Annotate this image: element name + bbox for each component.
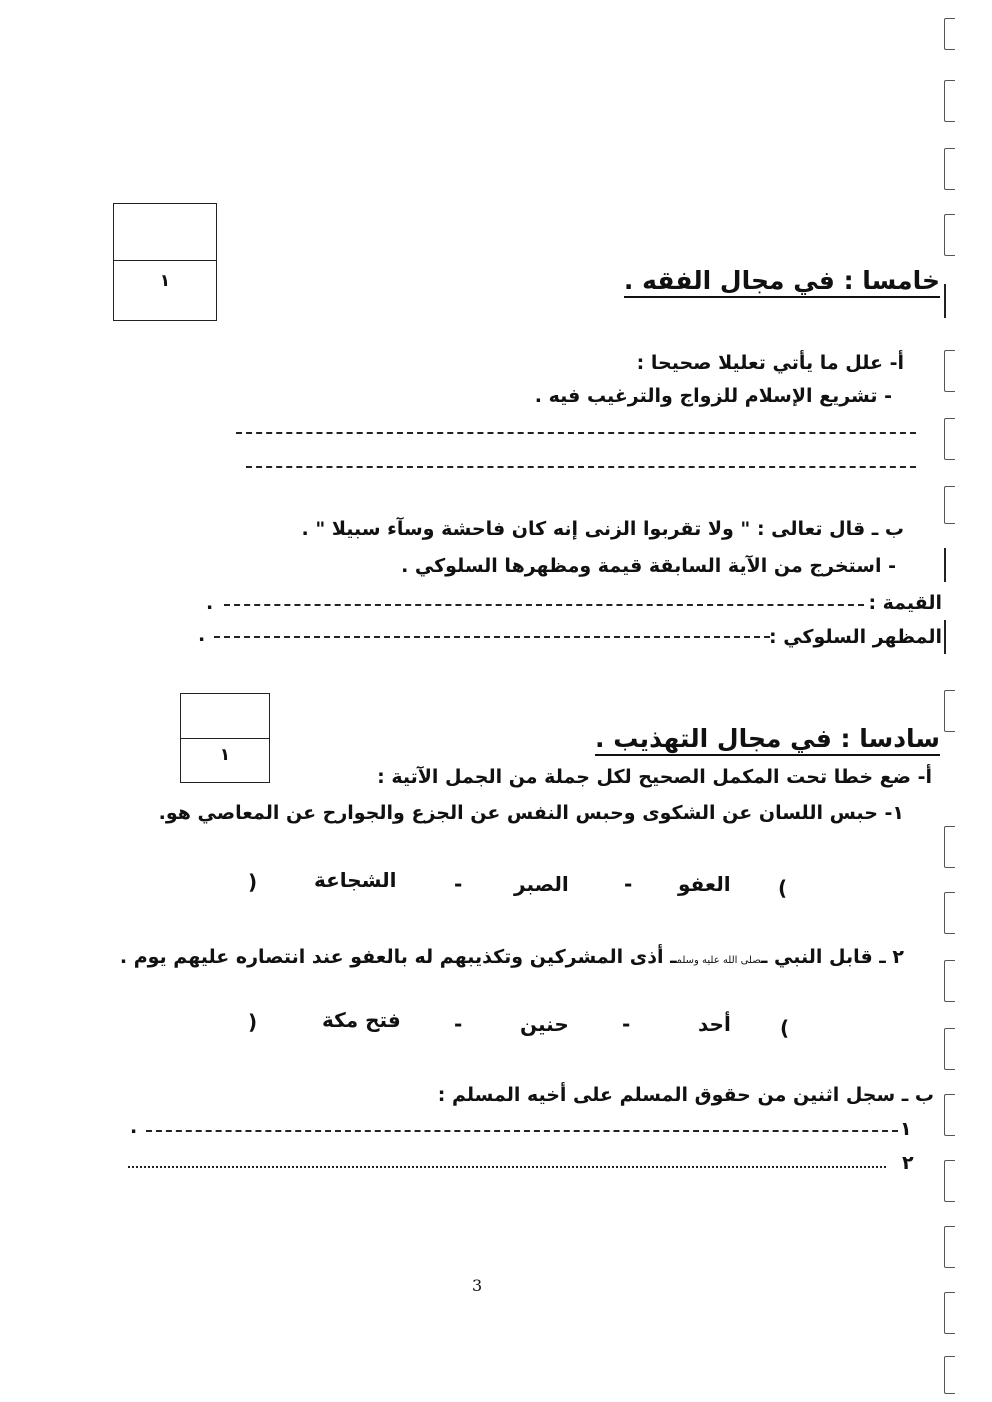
page-number: 3 (472, 1276, 483, 1295)
salutation-text: صلى الله عليه وسلم (676, 955, 761, 966)
option-q2-1[interactable]: أحد (698, 1012, 731, 1036)
answer-1-number: ١ (900, 1118, 912, 1140)
value-label: القيمة : (868, 592, 942, 614)
behavior-answer-line[interactable] (214, 636, 770, 638)
value-answer-line[interactable] (224, 604, 864, 606)
section5-part-a-label: أ- علل ما يأتي تعليلا صحيحا : (636, 352, 904, 374)
option-q2-3[interactable]: فتح مكة (322, 1008, 401, 1032)
period: . (198, 624, 206, 646)
margin-mark (944, 284, 946, 318)
options-close-paren: ) (248, 1010, 258, 1034)
binder-hole (944, 1028, 955, 1070)
section6-title: سادسا : في مجال التهذيب . (595, 724, 940, 756)
binder-hole (944, 1356, 955, 1394)
option-separator: - (622, 1012, 631, 1036)
binder-hole (944, 148, 955, 190)
margin-mark (944, 548, 946, 582)
section5-part-b-task: - استخرج من الآية السابقة قيمة ومظهرها السلوكي . (401, 555, 896, 577)
binder-hole (944, 892, 955, 934)
binder-hole (944, 214, 955, 256)
section6-part-b-label: ب ـ سجل اثنين من حقوق المسلم على أخيه المسلم : (437, 1084, 934, 1106)
binder-hole (944, 960, 955, 1002)
binder-hole (944, 80, 955, 122)
question-2-start: ٢ ـ قابل النبي ـ (760, 946, 904, 968)
binder-hole (944, 486, 955, 524)
score-box-value: ١ (159, 271, 171, 291)
options-open-paren: ( (778, 876, 788, 900)
behavior-label: المظهر السلوكي : (768, 626, 942, 648)
binder-hole (944, 350, 955, 392)
option-q1-2[interactable]: الصبر (514, 872, 569, 896)
binder-hole (944, 1226, 955, 1268)
score-box-blank[interactable] (181, 694, 269, 739)
section5-part-b-verse: ب ـ قال تعالى : " ولا تقربوا الزنى إنه كان فاحشة وسآء سبيلا " . (301, 518, 904, 540)
period: . (206, 592, 214, 614)
answer-1-line[interactable] (146, 1130, 898, 1132)
score-box-section6 (180, 693, 270, 783)
question-2-end: ـ أذى المشركين وتكذيبهم له بالعفو عند انتصاره عليهم يوم . (119, 946, 677, 968)
options-close-paren: ) (248, 870, 258, 894)
binder-hole (944, 690, 955, 732)
option-q1-3[interactable]: الشجاعة (314, 868, 397, 892)
option-separator: - (624, 872, 633, 896)
section5-part-a-item: - تشريع الإسلام للزواج والترغيب فيه . (534, 385, 892, 407)
answer-2-number: ٢ (902, 1152, 914, 1174)
binder-hole (944, 1094, 955, 1136)
option-q2-2[interactable]: حنين (520, 1012, 569, 1036)
question-2 (120, 946, 904, 968)
answer-line[interactable] (246, 466, 916, 468)
margin-mark (944, 620, 946, 654)
score-box-blank[interactable] (114, 204, 216, 261)
binder-hole (944, 418, 955, 460)
question-1: ١- حبس اللسان عن الشكوى وحبس النفس عن الجزع والجوارح عن المعاصي هو. (158, 802, 904, 824)
binder-hole (944, 1160, 955, 1202)
option-separator: - (454, 872, 463, 896)
answer-line[interactable] (236, 432, 916, 434)
option-separator: - (454, 1012, 463, 1036)
answer-2-line[interactable] (128, 1166, 886, 1168)
option-q1-1[interactable]: العفو (678, 872, 731, 896)
section5-title: خامسا : في مجال الفقه . (624, 266, 940, 298)
score-box-value: ١ (219, 745, 231, 765)
binder-hole (944, 826, 955, 868)
binder-hole (944, 18, 955, 50)
binder-hole (944, 1292, 955, 1334)
options-open-paren: ( (780, 1016, 790, 1040)
score-box-section5 (113, 203, 217, 321)
section6-part-a-label: أ- ضع خطا تحت المكمل الصحيح لكل جملة من الجمل الآتية : (377, 766, 932, 788)
period: . (130, 1116, 138, 1138)
